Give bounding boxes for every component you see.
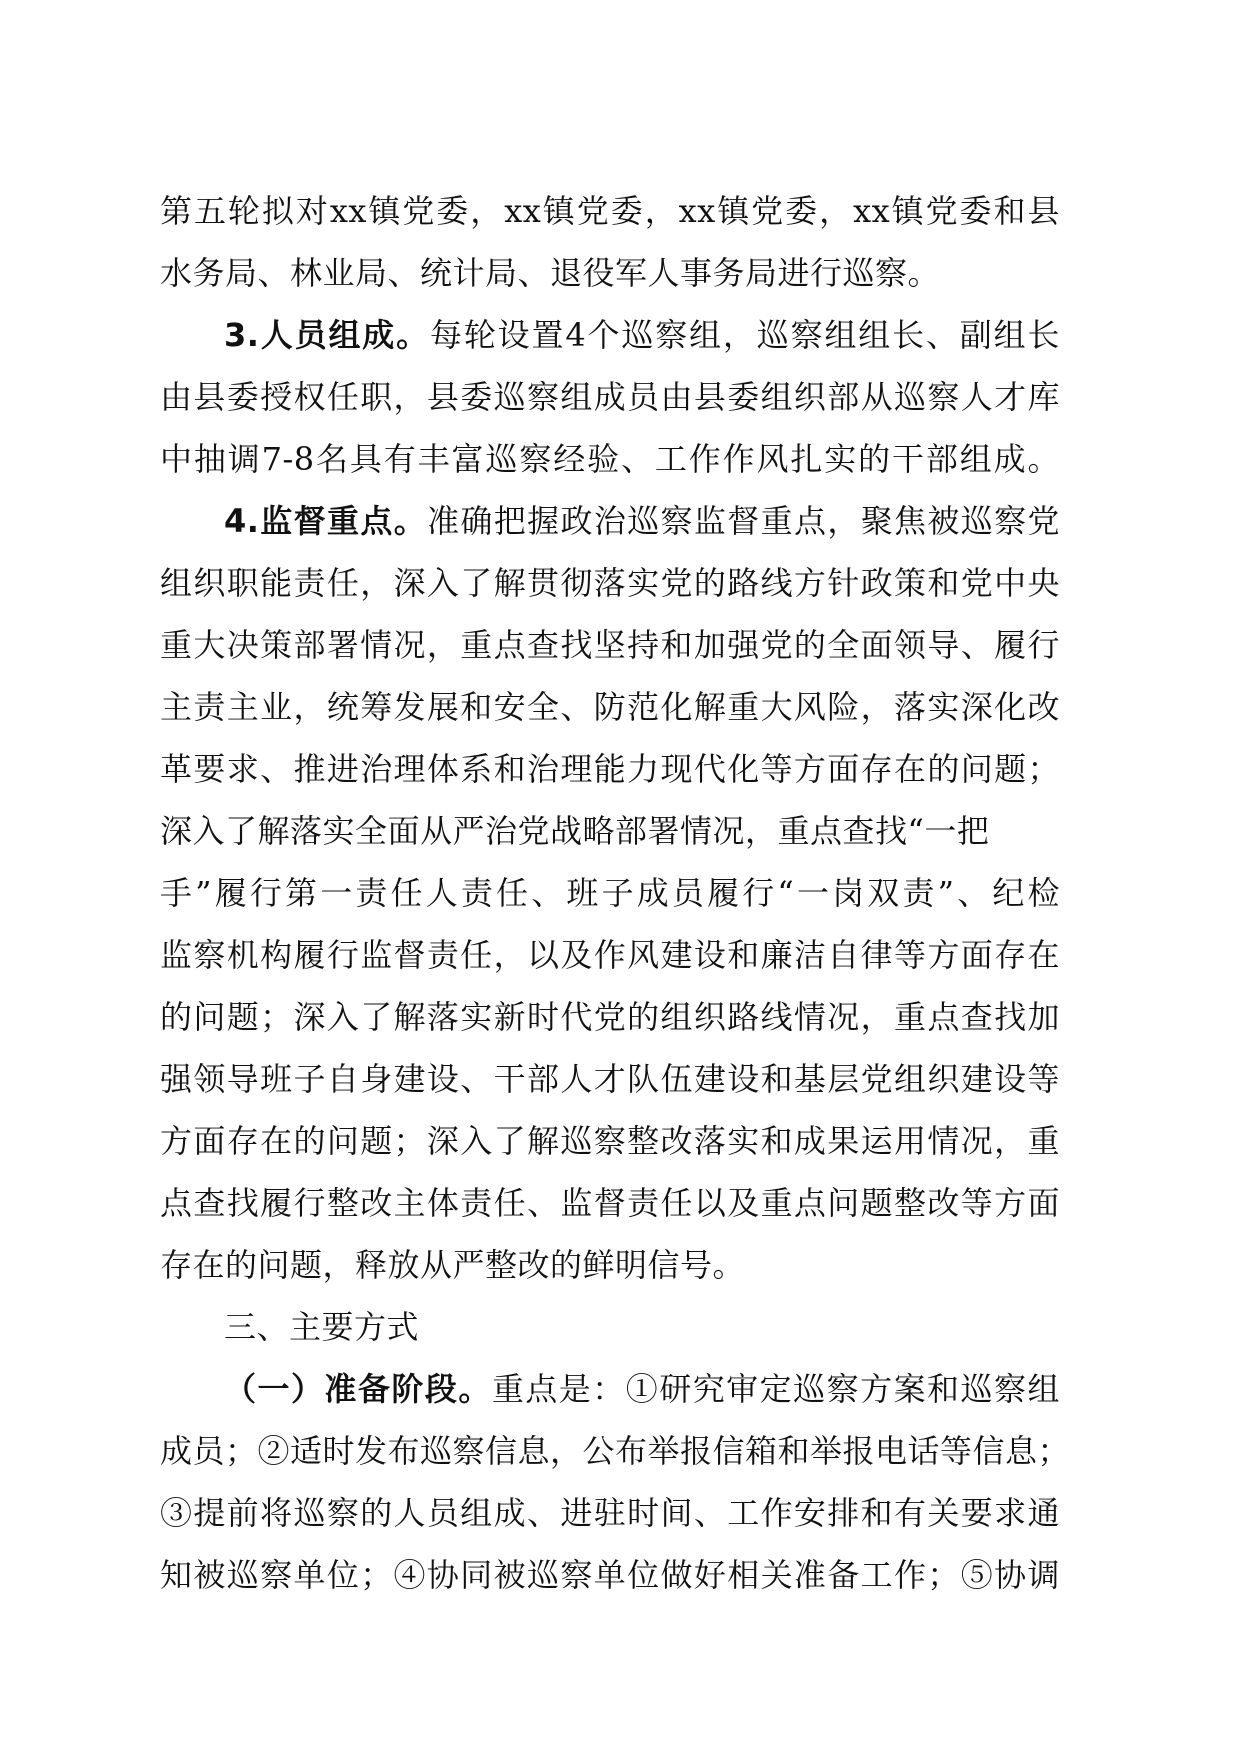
- paragraph-line: 监察机构履行监督责任，以及作风建设和廉洁自律等方面存在: [160, 936, 1060, 974]
- paragraph-text: 重点是：①研究审定巡察方案和巡察组: [491, 1370, 1060, 1408]
- paragraph-line: 方面存在的问题；深入了解巡察整改落实和成果运用情况，重: [160, 1122, 1060, 1160]
- paragraph-line: 由县委授权任职，县委巡察组成员由县委组织部从巡察人才库: [160, 378, 1060, 416]
- paragraph-line: 水务局、林业局、统计局、退役军人事务局进行巡察。: [160, 254, 941, 292]
- paragraph-line: 革要求、推进治理体系和治理能力现代化等方面存在的问题；: [160, 750, 1060, 788]
- paragraph-line: 点查找履行整改主体责任、监督责任以及重点问题整改等方面: [160, 1184, 1060, 1222]
- paragraph-line: 中抽调7-8名具有丰富巡察经验、工作作风扎实的干部组成。: [160, 440, 1060, 478]
- paragraph-line: ③提前将巡察的人员组成、进驻时间、工作安排和有关要求通: [160, 1494, 1060, 1532]
- paragraph-line: 存在的问题，释放从严整改的鲜明信号。: [160, 1246, 746, 1284]
- section-heading-personnel: 3.人员组成。: [224, 316, 430, 354]
- paragraph-line: 组织职能责任，深入了解贯彻落实党的路线方针政策和党中央: [160, 564, 1060, 602]
- paragraph-text: 每轮设置4个巡察组，巡察组组长、副组长: [429, 316, 1060, 354]
- paragraph-line: 重大决策部署情况，重点查找坚持和加强党的全面领导、履行: [160, 626, 1060, 664]
- paragraph-line: 第五轮拟对xx镇党委，xx镇党委，xx镇党委，xx镇党委和县: [160, 192, 1060, 230]
- section-4-line: [224, 490, 1060, 552]
- section-heading-supervision: 4.监督重点。: [224, 502, 428, 540]
- paragraph-line: 的问题；深入了解落实新时代党的组织路线情况，重点查找加: [160, 998, 1060, 1036]
- paragraph-text: 准确把握政治巡察监督重点，聚焦被巡察党: [427, 502, 1060, 540]
- stage-1-line: [224, 1358, 1060, 1420]
- paragraph-line: 强领导班子自身建设、干部人才队伍建设和基层党组织建设等: [160, 1060, 1060, 1098]
- paragraph-line: 手”履行第一责任人责任、班子成员履行“一岗双责”、纪检: [160, 874, 1060, 912]
- paragraph-line: 成员；②适时发布巡察信息，公布举报信箱和举报电话等信息；: [160, 1432, 1071, 1470]
- section-3-line: [224, 304, 1060, 366]
- section-heading-preparation: （一）准备阶段。: [224, 1370, 492, 1408]
- paragraph-line: 深入了解落实全面从严治党战略部署情况，重点查找“一把: [160, 812, 990, 850]
- paragraph-line: 知被巡察单位；④协同被巡察单位做好相关准备工作；⑤协调: [160, 1556, 1060, 1594]
- paragraph-line: 主责主业，统筹发展和安全、防范化解重大风险，落实深化改: [160, 688, 1060, 726]
- section-title-main-methods: 三、主要方式: [224, 1308, 420, 1346]
